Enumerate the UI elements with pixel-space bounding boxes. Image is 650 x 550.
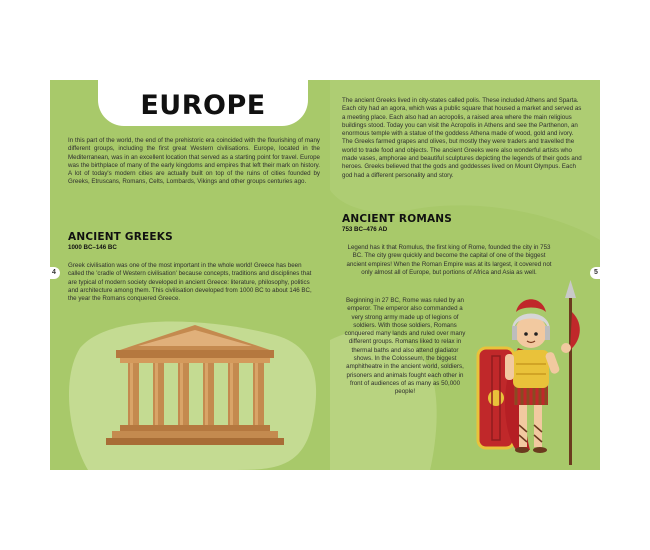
greek-temple-illustration [50, 80, 600, 470]
ancient-romans-heading: ANCIENT ROMANS [342, 213, 453, 225]
ancient-greeks-paragraph: Greek civilisation was one of the most important in the whole world! Greece has been called the 'cradle of Western civilisation' because concepts, traditions and disciplines that are typical of modern society developed in ancient Greece: literature, philosophy, politics and architecture among them. This civilisation developed from 1000 BC to about 146 BC, the year the Romans conquered Greece. [68, 262, 312, 303]
greek-city-states-paragraph: The ancient Greeks lived in city-states called polis. These included Athens and Sparta. Each city had an agora, which was a public square that housed a market and served as a meeting place. Each also had an acropolis, a raised area where the main religious buildings stood. Today you can visit the Acropolis in Athens and see the Parthenon, an enormous temple with a statue of the goddess Athena made of wood, gold and ivory. The Greeks farmed grapes and olives, but mostly they were traders and travelled the world to trade food and objects. The ancient Greeks were also wonderful artists who made vases, amphorae and beautiful sculptures depicting the legends of their gods and heroes. Greeks believed that the gods and goddesses lived on Mount Olympus. Each god had a different personality and story. [342, 97, 582, 179]
page-number-right: 5 [590, 267, 600, 279]
roman-soldier-icon [478, 280, 580, 465]
roman-empire-paragraph: Beginning in 27 BC, Rome was ruled by an emperor. The emperor also commanded a very strong army made up of legions of soldiers. With those soldiers, Romans conquered many lands and ruled over many different groups. Romans liked to relax in thermal baths and also attend gladiator shows. In the Colosseum, the biggest amphitheatre in the ancient world, soldiers, prisoners and animals fought each other in front of audiences of as many as 50,000 people! [344, 297, 466, 396]
ancient-romans-paragraph: Legend has it that Romulus, the first king of Rome, founded the city in 753 BC. The city grew quickly and become the capital of one of the biggest ancient empires! When the Roman Empire was at its largest, it covered not only almost all of Europe, but portions of Africa and Asia as well. [346, 244, 552, 276]
book-spread [50, 80, 600, 470]
ancient-romans-dates: 753 BC–476 AD [342, 226, 388, 233]
intro-paragraph: In this part of the world, the end of the prehistoric era coincided with the flourishing of many different groups, including the first great Western civilisations. Europe, located in the Mediterranean, was in an excellent location that served as a starting point for travel. Europe was the birthplace of many of the early kingdoms and empires that left their mark on history. A lot of today's modern cities are actually built on top of the ruins of cities founded by Greeks, Etruscans, Romans, Celts, Lombards, Vikings and other groups centuries ago. [68, 137, 320, 186]
page-number-left: 4 [50, 267, 60, 279]
page-title: EUROPE [140, 90, 266, 121]
ancient-greeks-dates: 1000 BC–146 BC [68, 244, 117, 251]
greek-temple-icon [106, 325, 284, 445]
ancient-greeks-heading: ANCIENT GREEKS [68, 231, 173, 243]
